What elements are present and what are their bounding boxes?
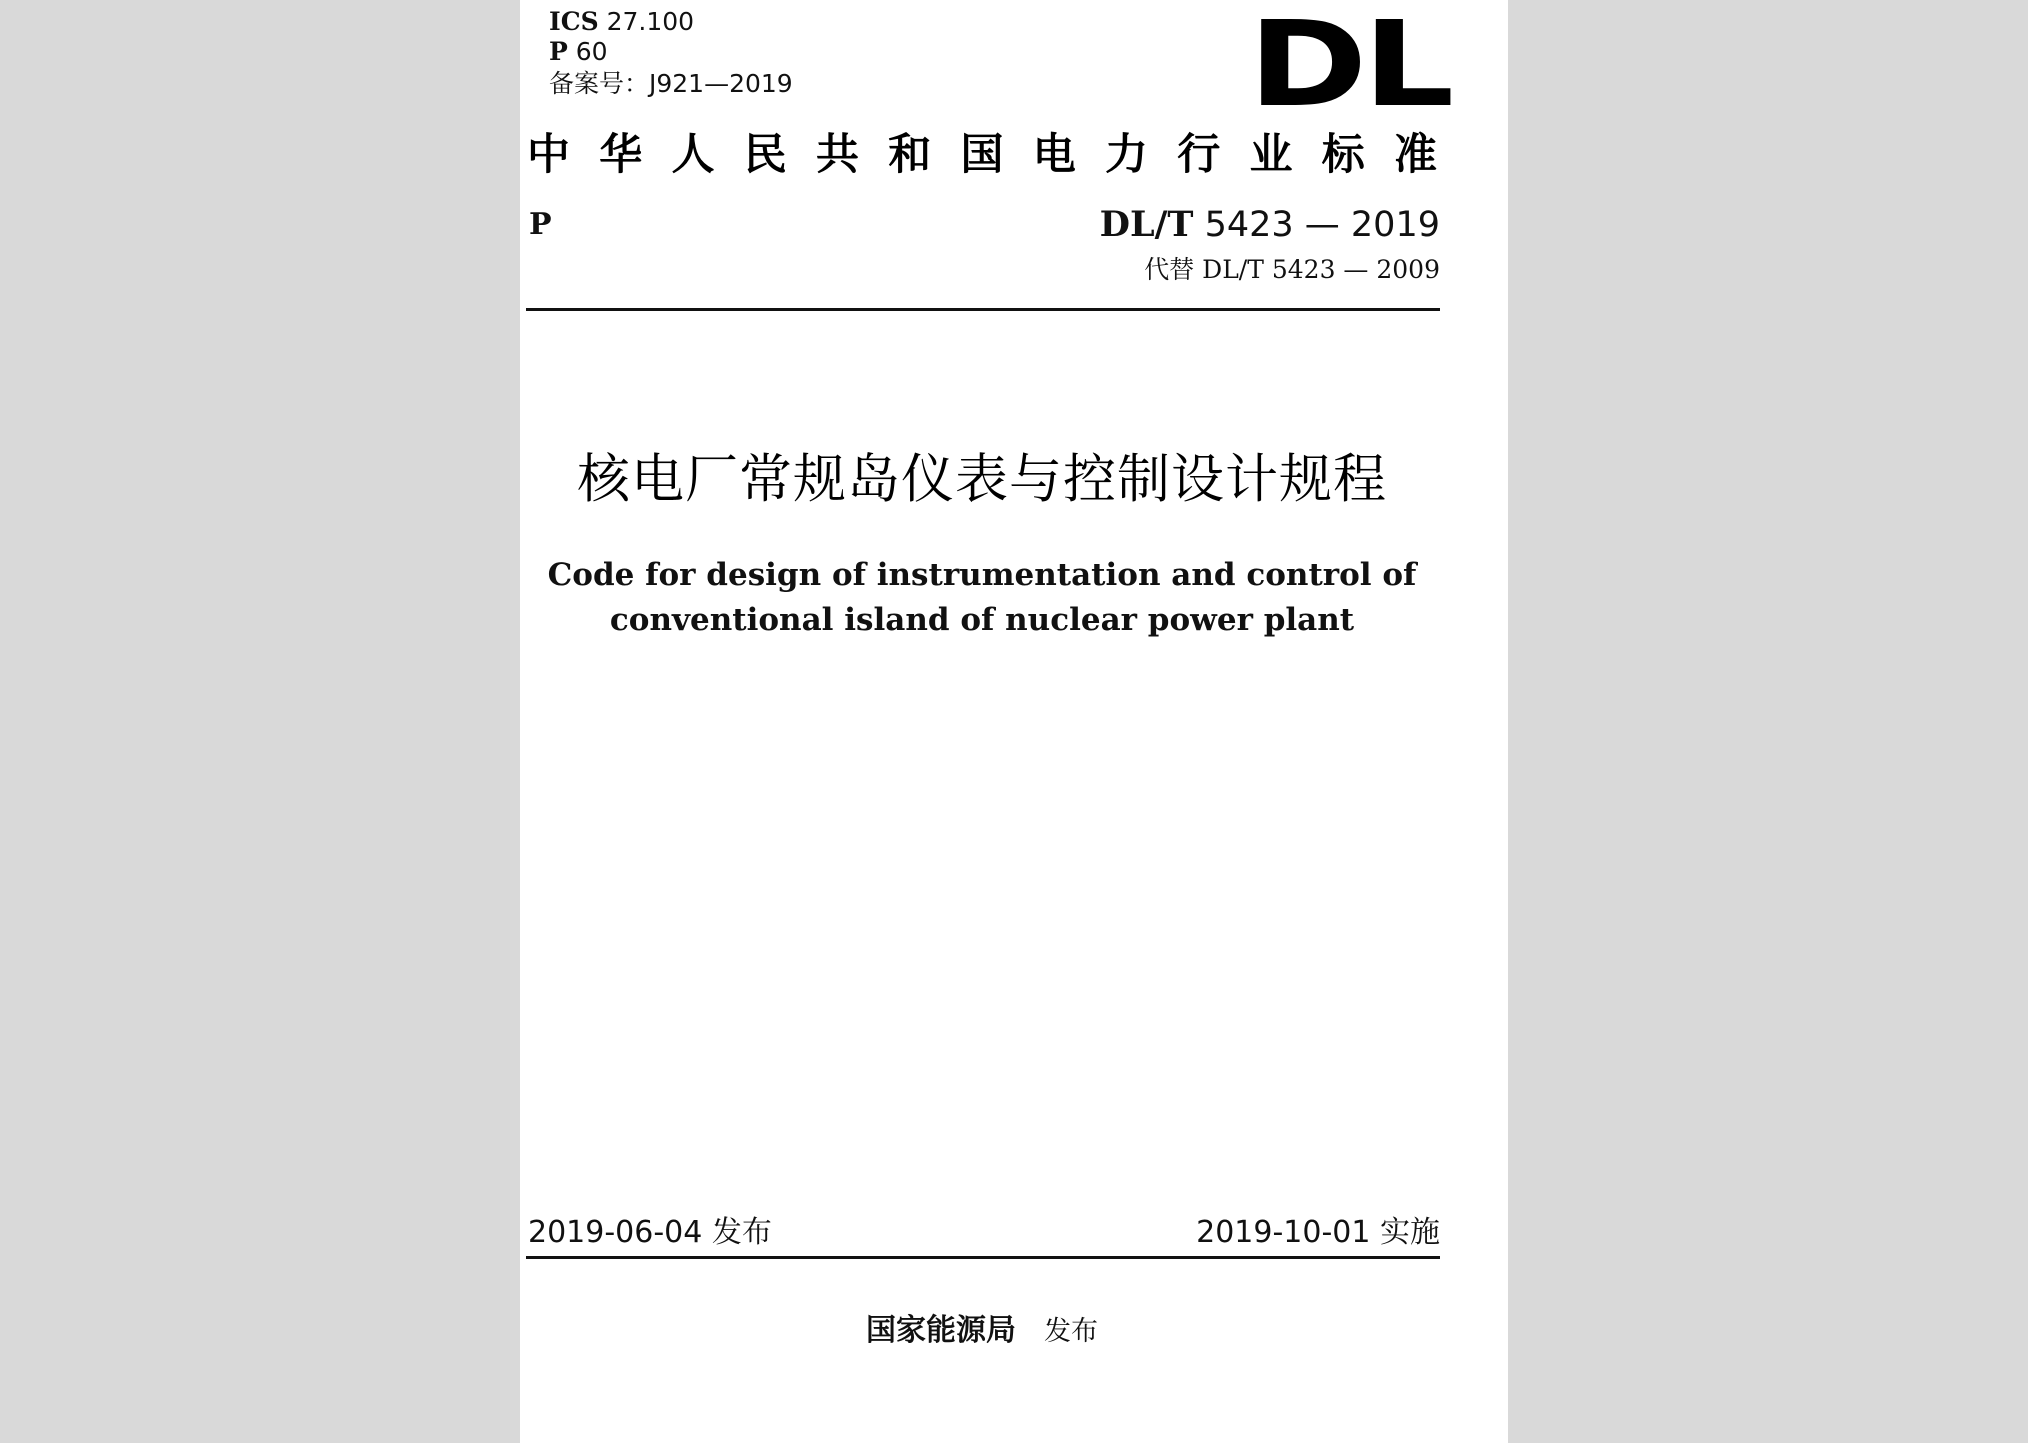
document-title-en-line: conventional island of nuclear power plant: [609, 602, 1355, 638]
replaces-standard: 代替 DL/T 5423 — 2009: [1144, 255, 1440, 284]
implementation-date: 2019-10-01 实施: [1196, 1215, 1440, 1250]
issue-date: 2019-06-04 发布: [528, 1215, 772, 1250]
publisher: [520, 1311, 1508, 1352]
classification-code: P 60: [549, 37, 608, 66]
classification-letter: P: [529, 207, 552, 242]
publisher-org: 国家能源局: [866, 1313, 1016, 1348]
document-page: [520, 0, 1508, 1443]
filing-number: 备案号：J921—2019: [549, 69, 793, 98]
footer-divider: [526, 1256, 1440, 1259]
org-title: 中华人民共和国电力行业标准: [527, 130, 1439, 180]
document-title-zh: 核电厂常规岛仪表与控制设计规程: [577, 449, 1387, 510]
ics-code: ICS 27.100: [549, 7, 695, 36]
document-title-en-line: Code for design of instrumentation and control of: [547, 557, 1417, 593]
dl-logo: DL: [1248, 0, 1450, 133]
standard-number: DL/T 5423 — 2019: [1099, 204, 1440, 245]
header-divider: [526, 308, 1440, 311]
publisher-verb: 发布: [1044, 1316, 1098, 1347]
